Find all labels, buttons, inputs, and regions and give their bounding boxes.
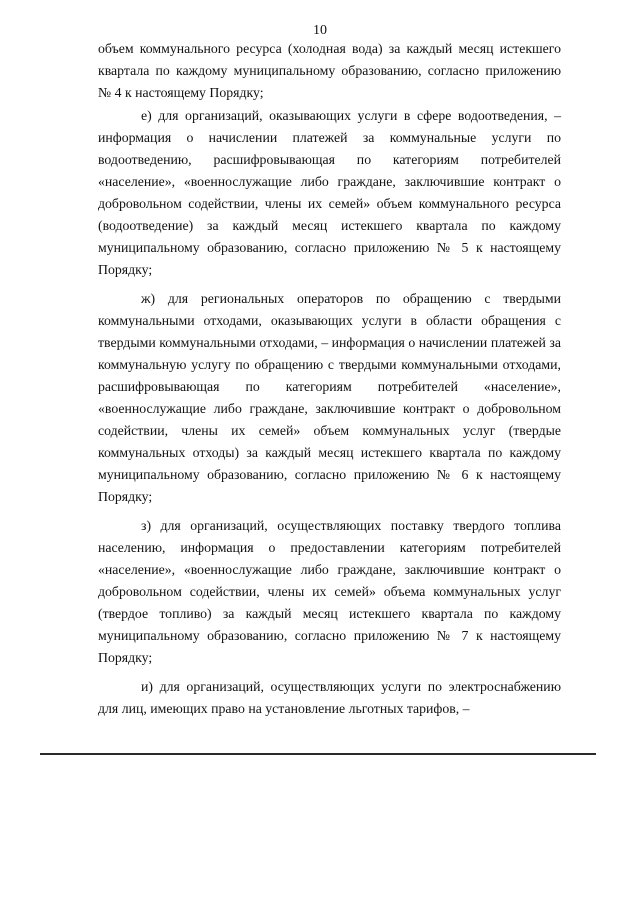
paragraph-continuation: объем коммунального ресурса (холодная вода) за каждый месяц истекшего квартала по каждому муниципальному образованию, согласно приложению № 4 к настоящему Порядку; [98, 41, 561, 100]
document-body [98, 38, 561, 720]
paragraph-item-zh: ж) для региональных операторов по обращению с твердыми коммунальными отходами, оказывающих услуги в области обращения с твердыми коммунальными отходами, – информация о начислении платежей за коммунальную услугу по обращению с твердыми коммунальными отходами, расшифровывающая по категориям потребителей «население», «военнослужащие либо граждане, заключившие контракт о добровольном содействии, члены их семей» объем коммунальных услуг (твердые коммунальных отходы) за каждый месяц истекшего квартала по каждому муниципальному образованию, согласно приложению № 6 к настоящему Порядку; [98, 291, 561, 504]
paragraph-item-i: и) для организаций, осуществляющих услуги по электроснабжению для лиц, имеющих право на установление льготных тарифов, – [98, 679, 561, 716]
page-number: 10 [313, 23, 327, 38]
bottom-rule [40, 753, 596, 755]
paragraph-item-z: з) для организаций, осуществляющих поставку твердого топлива населению, информация о предоставлении категориям потребителей «население», «военнослужащие либо граждане, заключившие контракт о добровольном содействии, члены их семей» объема коммунальных услуг (твердое топливо) за каждый месяц истекшего квартала по каждому муниципальному образованию, согласно приложению № 7 к настоящему Порядку; [98, 518, 561, 665]
paragraph-item-e: е) для организаций, оказывающих услуги в сфере водоотведения, – информация о начислении платежей за коммунальные услуги по водоотведению, расшифровывающая по категориям потребителей «население», «военнослужащие либо граждане, заключившие контракт о добровольном содействии, члены их семей» объем коммунального ресурса (водоотведение) за каждый месяц истекшего квартала по каждому муниципальному образованию, согласно приложению № 5 к настоящему Порядку; [98, 108, 561, 277]
